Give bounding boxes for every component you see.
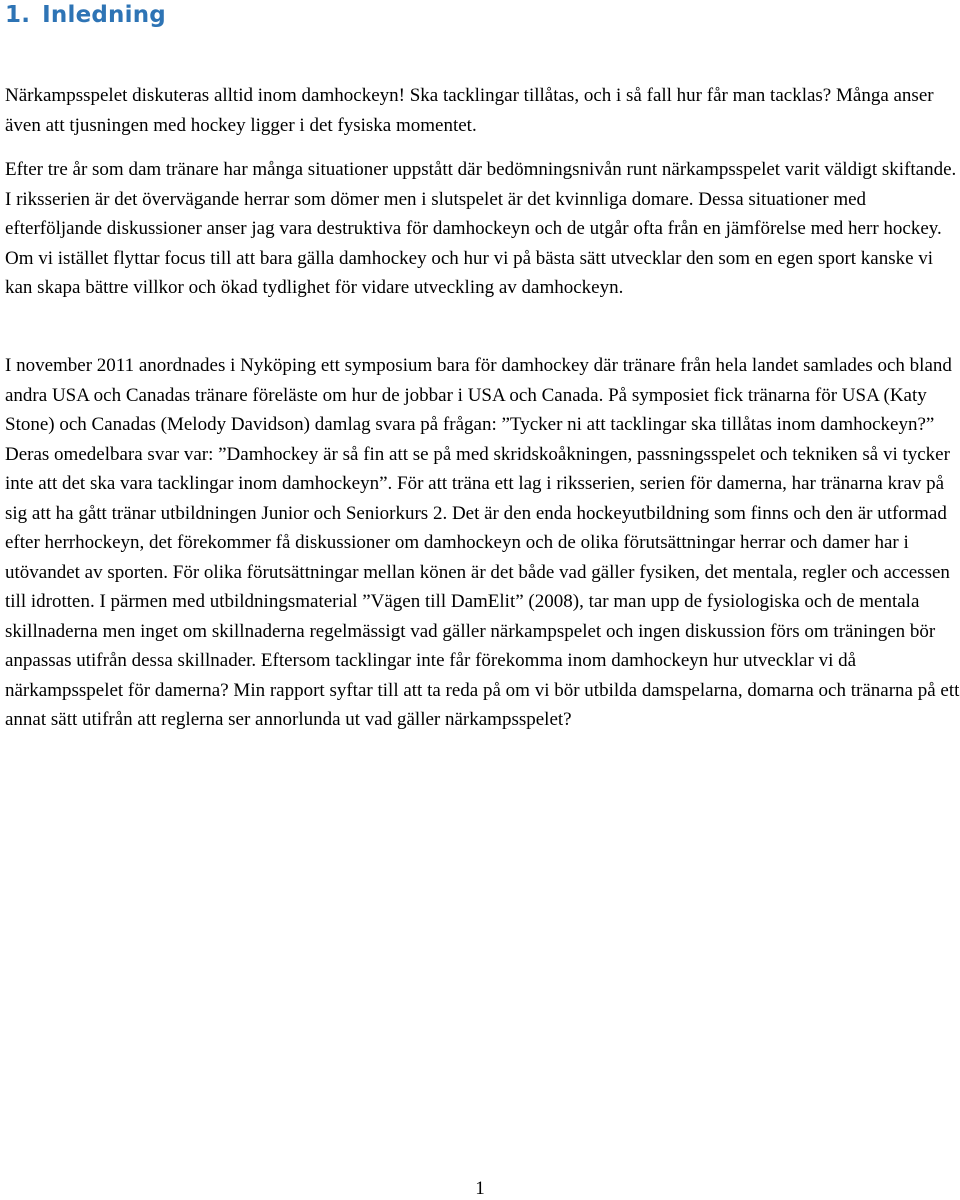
section-title: Inledning [42,2,166,28]
paragraph-intro: Närkampsspelet diskuteras alltid inom damhockeyn! Ska tacklingar tillåtas, och i så fall hur får man tacklas? Många anser även att tjusningen med hockey ligger i det fysiska momentet. [5,85,934,136]
page-number: 1 [475,1178,485,1199]
section-number: 1. [5,2,31,28]
paragraph-background: Efter tre år som dam tränare har många situationer uppstått där bedömningsnivån runt närkampsspelet varit väldigt skiftande. I riksserien är det övervägande herrar som dömer men i slutspelet är det kvinnliga domare. Dessa situationer med efterföljande diskussioner anser jag vara destruktiva för damhockeyn och de utgår ofta från en jämförelse med herr hockey. Om vi istället flyttar focus till att bara gälla damhockey och hur vi på bästa sätt utvecklar den som en egen sport kanske vi kan skapa bättre villkor och ökad tydlighet för vidare utveckling av damhockeyn. [5,159,957,298]
section-heading [5,0,166,30]
paragraph-symposium: I november 2011 anordnades i Nyköping ett symposium bara för damhockey där tränare från hela landet samlades och bland andra USA och Canadas tränare föreläste om hur de jobbar i USA och Canada. På symposiet fick tränarna för USA (Katy Stone) och Canadas (Melody Davidson) damlag svara på frågan: ”Tycker ni att tacklingar ska tillåtas inom damhockeyn?” Deras omedelbara svar var: ”Damhockey är så fin att se på med skridskoåkningen, passningsspelet och tekniken så vi tycker inte att det ska vara tacklingar inom damhockeyn”. För att träna ett lag i riksserien, serien för damerna, har tränarna krav på sig att ha gått tränar utbildningen Junior och Seniorkurs 2. Det är den enda hockeyutbildning som finns och den är utformad efter herrhockeyn, det förekommer få diskussioner om damhockeyn och de olika förutsättningar herrar och damer har i utövandet av sporten. För olika förutsättningar mellan könen är det både vad gäller fysiken, det mentala, regler och accessen till idrotten. I pärmen med utbildningsmaterial ”Vägen till DamElit” (2008), tar man upp de fysiologiska och de mentala skillnaderna men inget om skillnaderna regelmässigt vad gäller närkampspelet och ingen diskussion förs om träningen bör anpassas utifrån dessa skillnader. Eftersom tacklingar inte får förekomma inom damhockeyn hur utvecklar vi då närkampsspelet för damerna? Min rapport syftar till att ta reda på om vi bör utbilda damspelarna, domarna och tränarna på ett annat sätt utifrån att reglerna ser annorlunda ut vad gäller närkampsspelet? [5,355,960,730]
